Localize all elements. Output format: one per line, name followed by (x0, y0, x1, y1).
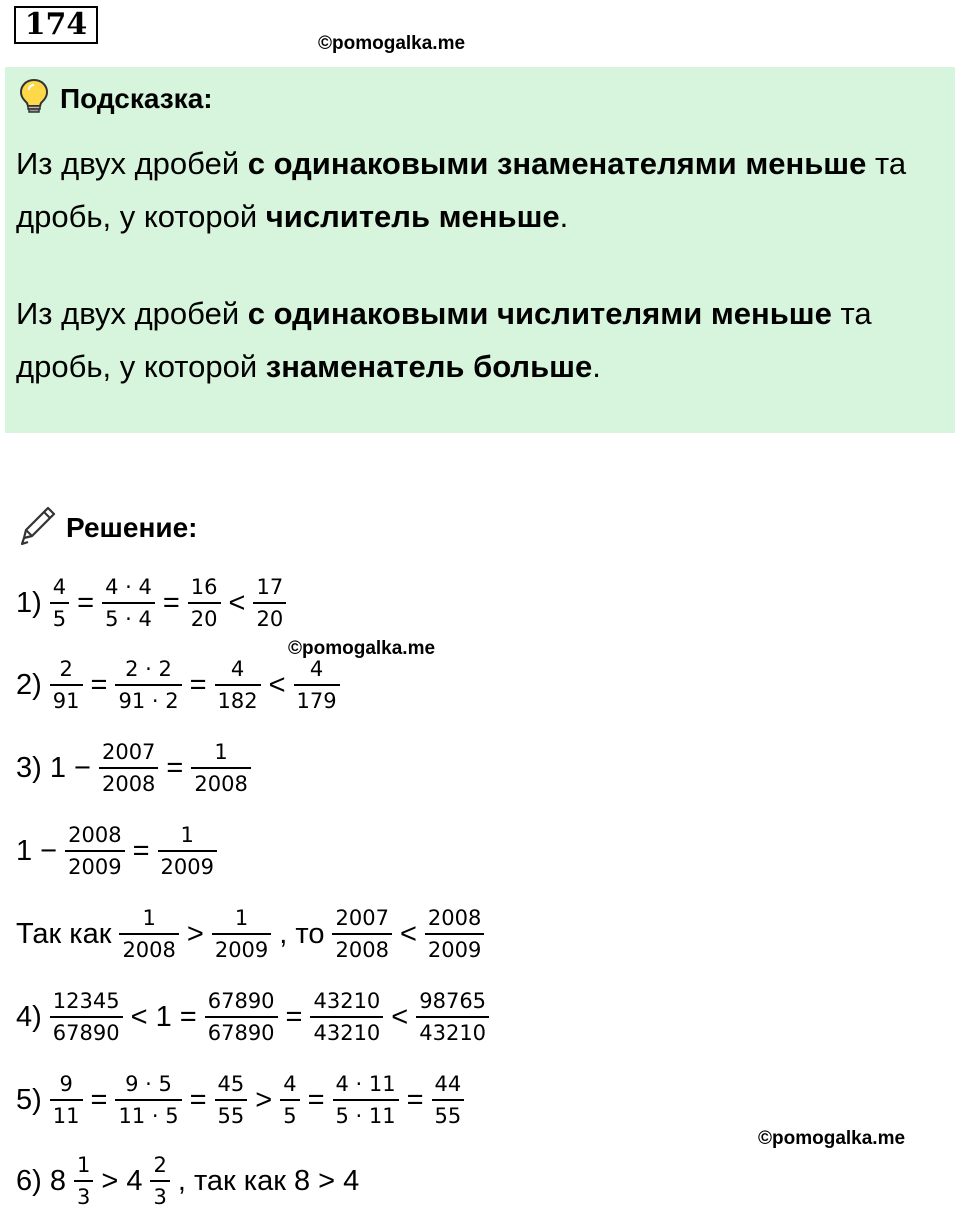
lightbulb-icon (18, 78, 50, 119)
fraction (50, 1071, 83, 1129)
text: 2008 (191, 767, 250, 797)
text: < (399, 917, 417, 950)
solution-step-4 (16, 988, 492, 1046)
text: 20 (253, 602, 286, 632)
text: 4 (230, 657, 245, 681)
text: . (592, 349, 601, 384)
hint-paragraph-2 (16, 287, 951, 393)
text: 2009 (65, 850, 124, 880)
text: 67890 (205, 1016, 278, 1046)
text: 3 (150, 1180, 169, 1210)
text: 4 · 11 (335, 1072, 396, 1096)
fraction (416, 988, 489, 1046)
text: 5 (280, 1099, 299, 1129)
fraction (158, 822, 217, 880)
text: = (285, 1000, 303, 1033)
text: 45 (217, 1072, 245, 1096)
text: 11 (50, 1099, 83, 1129)
fraction (191, 739, 250, 797)
text: 2 (59, 657, 73, 681)
text: = (189, 1083, 207, 1116)
text: 3) 1 − (16, 751, 91, 784)
text: . (559, 199, 569, 234)
text: < (268, 668, 286, 701)
text: 43210 (310, 1016, 383, 1046)
text: 3 (74, 1180, 93, 1210)
text: 1 (142, 906, 156, 930)
text: 98765 (419, 989, 487, 1013)
text: 1 − (16, 834, 58, 867)
fraction (99, 739, 158, 797)
text: , так как 8 > 4 (177, 1164, 360, 1197)
text: 55 (215, 1099, 248, 1129)
fraction (115, 1071, 181, 1129)
text: 1 (214, 740, 228, 764)
text: 17 (256, 575, 284, 599)
solution-title-text: Решение: (66, 511, 198, 543)
text: 5) (16, 1083, 42, 1116)
fraction (215, 656, 261, 714)
text: 91 (50, 684, 83, 714)
text: Так как (16, 917, 112, 950)
watermark-middle: ©pomogalka.me (288, 638, 436, 659)
fraction (332, 905, 391, 963)
text: 9 (59, 1072, 73, 1096)
fraction (102, 574, 155, 632)
text: 2007 (335, 906, 389, 930)
solution-step-5 (16, 1071, 467, 1129)
text: знаменатель больше (265, 349, 593, 384)
text: 4) (16, 1000, 42, 1033)
text: 6) 8 (16, 1164, 66, 1197)
text: 5 (50, 602, 69, 632)
fraction (188, 574, 221, 632)
text: 9 · 5 (125, 1072, 172, 1096)
fraction (150, 1152, 169, 1210)
fraction (294, 656, 340, 714)
text: = (77, 586, 95, 619)
fraction (119, 905, 178, 963)
text: Из двух дробей (16, 146, 248, 181)
text: 2 · 2 (125, 657, 172, 681)
solution-title (18, 504, 197, 551)
solution-step-3a (16, 739, 254, 797)
text: 44 (434, 1072, 462, 1096)
fraction (280, 1071, 299, 1129)
text: 20 (188, 602, 221, 632)
text: 11 · 5 (115, 1099, 181, 1129)
fraction (432, 1071, 465, 1129)
text: = (189, 668, 207, 701)
text: < 1 = (130, 1000, 197, 1033)
text: 182 (215, 684, 261, 714)
fraction (50, 988, 123, 1046)
text: 2009 (212, 933, 271, 963)
solution-step-1 (16, 574, 289, 632)
fraction (50, 574, 69, 632)
task-number: 174 (14, 6, 98, 44)
text: 1 (180, 823, 194, 847)
text: 2009 (425, 933, 484, 963)
text: та дробь, у которой (16, 296, 872, 384)
text: 43210 (416, 1016, 489, 1046)
solution-step-3b (16, 822, 220, 880)
text: 43210 (313, 989, 381, 1013)
text: 67890 (50, 1016, 123, 1046)
fraction (65, 822, 124, 880)
text: , то (279, 917, 325, 950)
text: = (90, 1083, 108, 1116)
text: 2008 (99, 767, 158, 797)
watermark-top: ©pomogalka.me (318, 33, 466, 54)
text: 2008 (68, 823, 122, 847)
text: 67890 (207, 989, 275, 1013)
text: 2008 (119, 933, 178, 963)
text: 2008 (332, 933, 391, 963)
fraction (215, 1071, 248, 1129)
text: 179 (294, 684, 340, 714)
fraction (425, 905, 484, 963)
fraction (310, 988, 383, 1046)
text: 2008 (427, 906, 482, 930)
hint-paragraph-1 (16, 137, 951, 243)
pencil-icon (18, 504, 58, 551)
text: с одинаковыми числителями меньше (247, 296, 832, 331)
solution-step-2 (16, 656, 343, 714)
solution-step-6 (16, 1152, 364, 1210)
text: 4 (52, 575, 67, 599)
text: 1 (76, 1153, 91, 1177)
hint-title (18, 78, 213, 119)
fraction (212, 905, 271, 963)
fraction (115, 656, 181, 714)
text: 2 (153, 1153, 167, 1177)
text: 2) (16, 668, 42, 701)
text: 4 · 4 (105, 575, 152, 599)
text: = (90, 668, 108, 701)
watermark-bottom: ©pomogalka.me (758, 1128, 906, 1149)
text: Из двух дробей (16, 296, 248, 331)
fraction (205, 988, 278, 1046)
text: 5 · 11 (333, 1099, 399, 1129)
text: 16 (190, 575, 218, 599)
text: > (255, 1083, 273, 1116)
text: 1) (16, 586, 42, 619)
text: 4 (283, 1072, 297, 1096)
text: = (307, 1083, 325, 1116)
fraction (333, 1071, 399, 1129)
hint-title-text: Подсказка: (60, 82, 213, 114)
text: та дробь, у которой (16, 146, 907, 234)
text: 1 (234, 906, 249, 930)
text: 5 · 4 (102, 602, 155, 632)
fraction (50, 656, 83, 714)
text: 12345 (52, 989, 120, 1013)
text: 2007 (101, 740, 156, 764)
text: 55 (432, 1099, 465, 1129)
text: 2009 (158, 850, 217, 880)
text: = (406, 1083, 424, 1116)
text: 4 (309, 657, 324, 681)
text: < (228, 586, 246, 619)
text: > 4 (101, 1164, 143, 1197)
text: числитель меньше (265, 199, 560, 234)
text: = (132, 834, 150, 867)
text: 91 · 2 (115, 684, 181, 714)
fraction (74, 1152, 93, 1210)
text: = (162, 586, 180, 619)
solution-step-3c (16, 905, 487, 963)
text: < (391, 1000, 409, 1033)
text: > (186, 917, 204, 950)
text: с одинаковыми знаменателями меньше (247, 146, 867, 181)
text: = (166, 751, 184, 784)
fraction (253, 574, 286, 632)
